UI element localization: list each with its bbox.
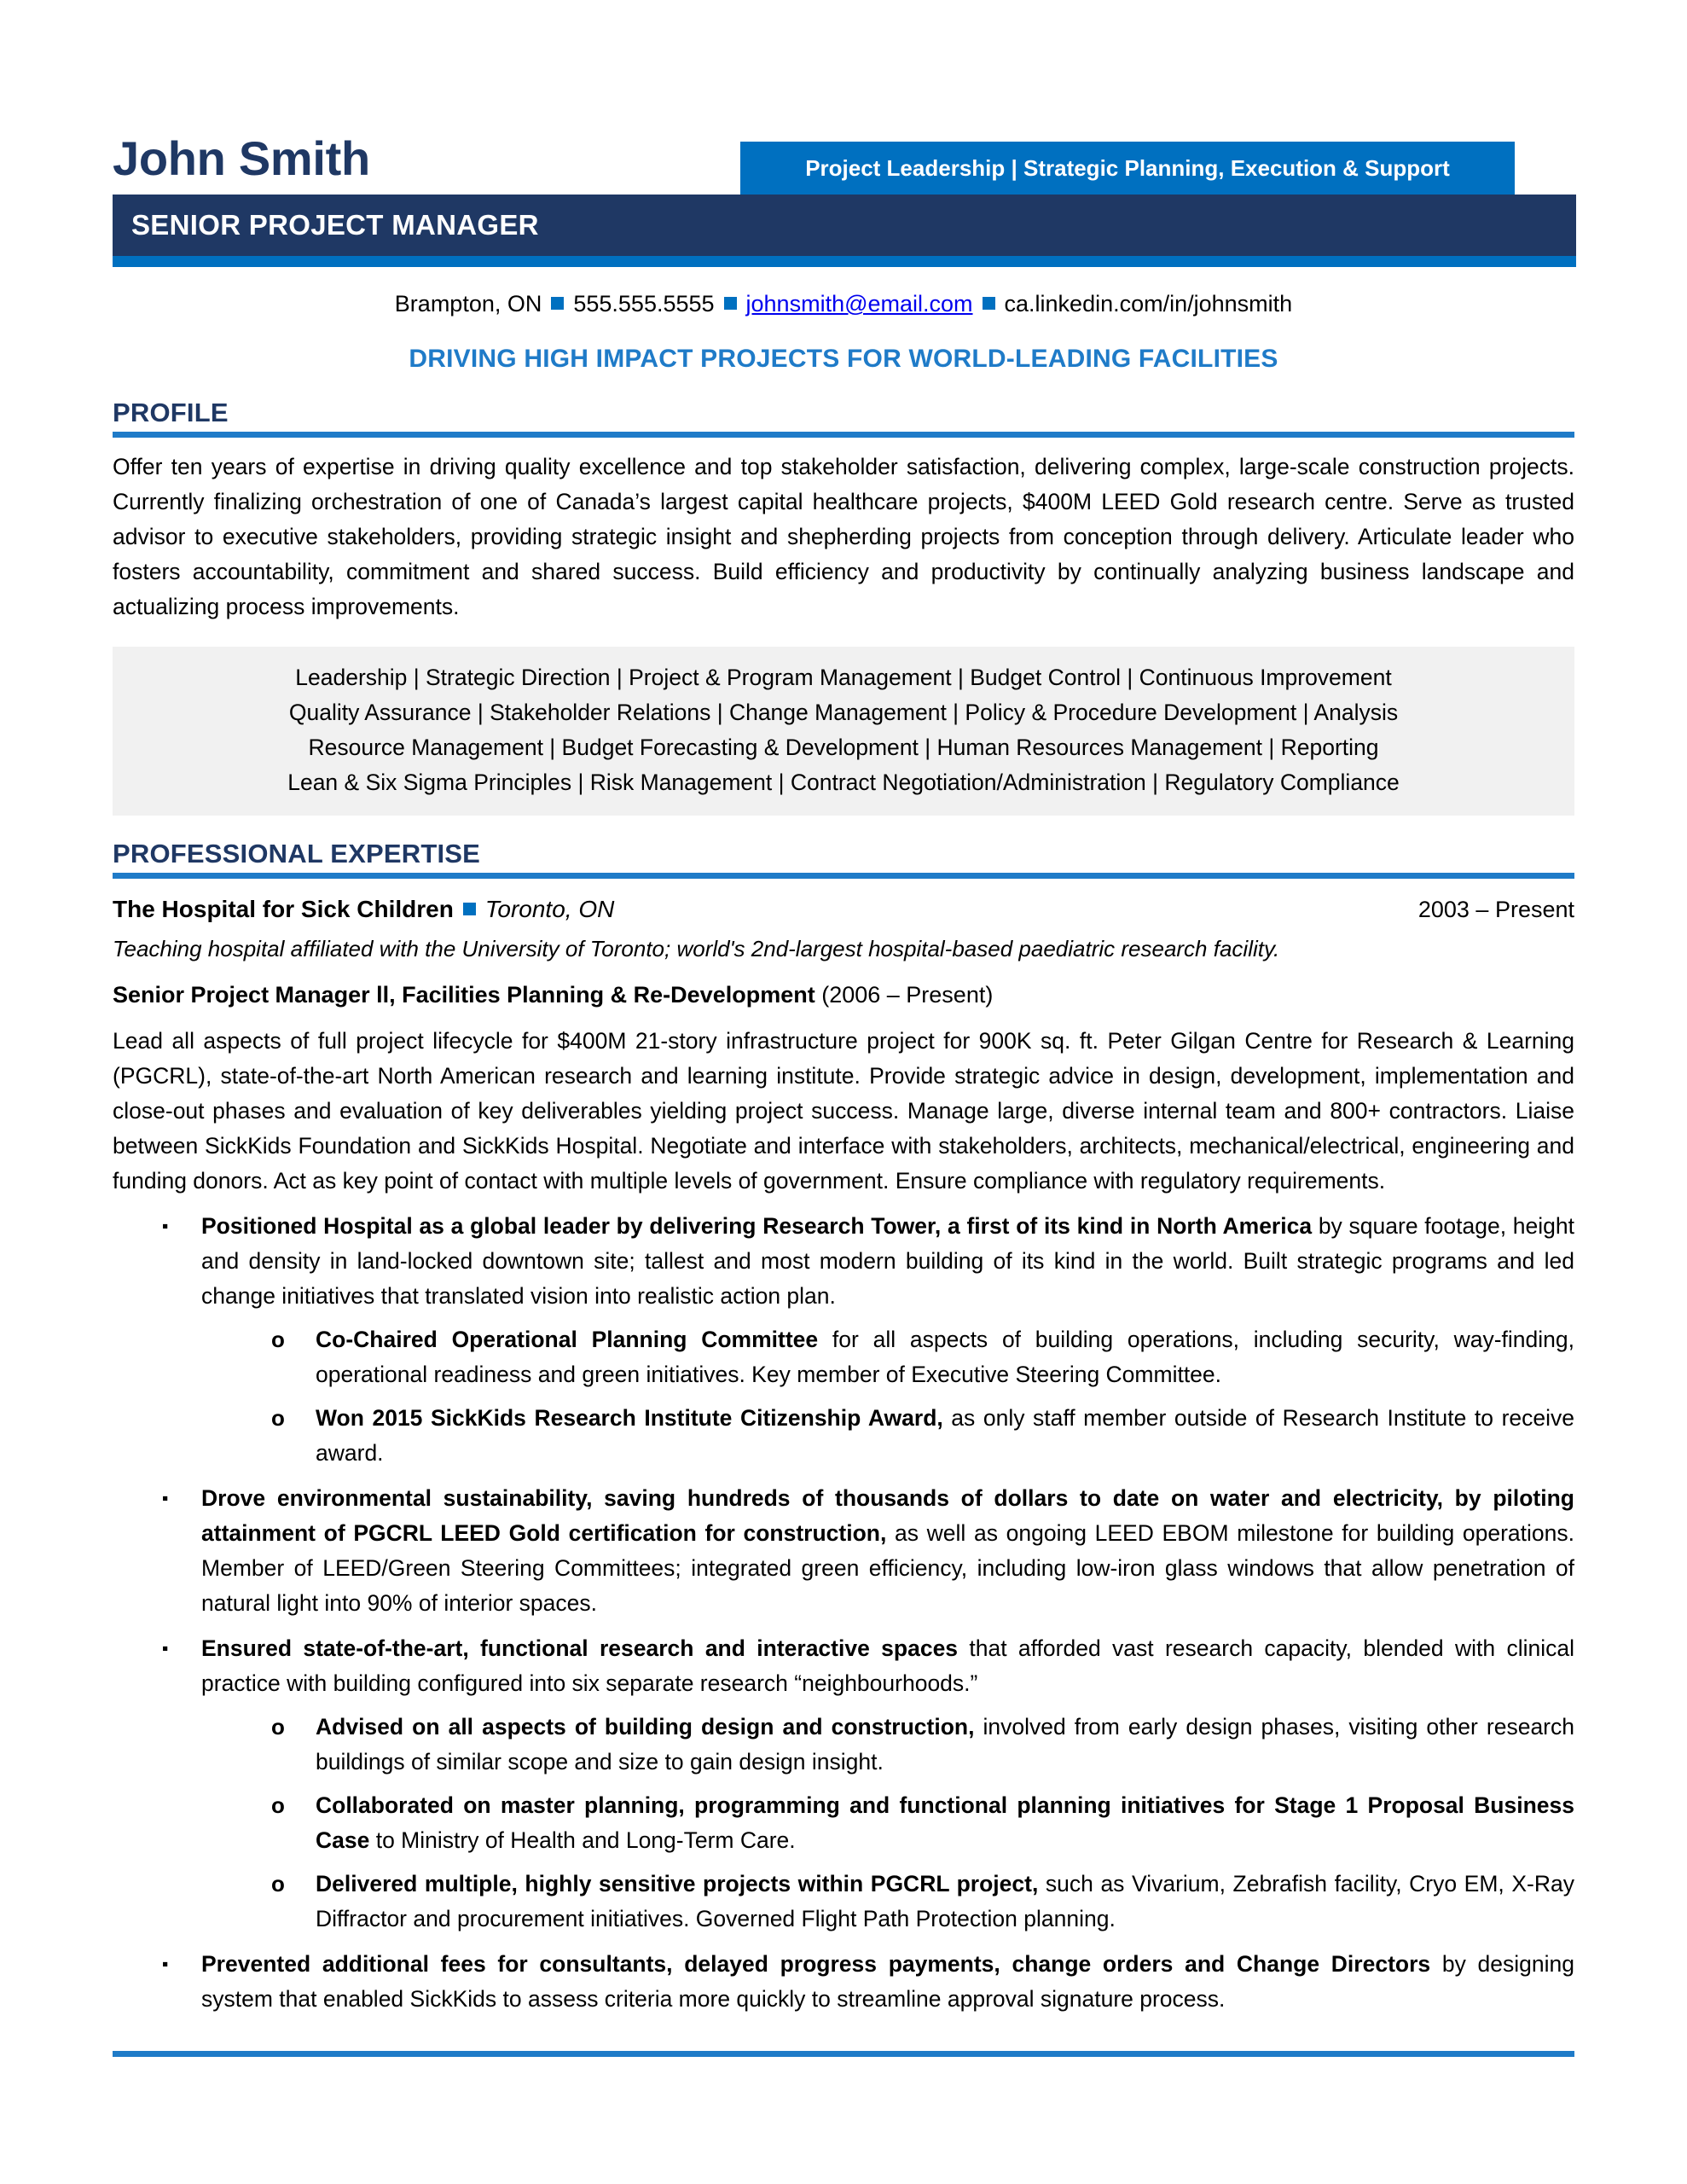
bullet-bold-lead: Positioned Hospital as a global leader by delivering Research Tower, a first of its kind in North America [201,1213,1313,1239]
bullet-bold-lead: Prevented additional fees for consultants, delayed progress payments, change orders and Change Directors [201,1951,1431,1977]
job-position-line [113,978,1574,1012]
achievement-bullet [113,1481,1574,1621]
footer-divider [113,2051,1574,2057]
job-title-banner [113,195,1576,256]
experience-heading: PROFESSIONAL EXPERTISE [113,839,481,868]
competency-line: Quality Assurance | Stakeholder Relations | Change Management | Policy & Procedure Development | Analysis [288,700,1399,725]
sub-bullet-marker-icon: o [271,1871,285,1896]
sub-bullet-bold-lead: Won 2015 SickKids Research Institute Citizenship Award, [316,1405,943,1431]
bullet-marker-icon: ▪ [162,1639,169,1658]
achievement-sub-bullet-text [316,1322,1574,1392]
achievement-sub-bullet [113,1710,1574,1780]
bullet-marker-icon: ▪ [162,1217,169,1236]
profile-body: Offer ten years of expertise in driving quality excellence and top stakeholder satisfaction, delivering complex, large-scale construction projects. Currently finalizing orchestration of one of Canada’s largest capital healthcare projects, $400M LEED Gold research centre. Serve as trusted advisor to executive stakeholders, providing strategic insight and shepherding projects from conception through delivery. Articulate leader who fosters accountability, commitment and shared success. Build efficiency and productivity by continually analyzing business landscape and actualizing process improvements. [113,454,1574,619]
achievement-bullet-text [201,1631,1574,1701]
sub-bullet-bold-lead: Co-Chaired Operational Planning Committee [316,1327,819,1352]
sub-bullet-rest-text: for all aspects of building operations, including security, way-finding, operational readiness and green initiatives. Key member of Executive Steering Committee. [316,1327,1574,1387]
job-header-row [113,894,1574,925]
contact-line [113,289,1574,318]
bullet-marker-icon: ▪ [162,1489,169,1508]
competency-line: Leadership | Strategic Direction | Project & Program Management | Budget Control | Continuous Improvement [295,665,1392,690]
core-competencies-box [113,647,1574,816]
achievement-sub-bullet [113,1788,1574,1858]
job-location: Toronto, ON [484,896,615,922]
sub-bullet-marker-icon: o [271,1327,285,1352]
achievement-sub-bullet-text [316,1867,1574,1937]
section-divider [113,432,1574,438]
achievement-sub-bullet [113,1401,1574,1471]
blue-square-separator-icon [983,297,995,310]
contact-linkedin: ca.linkedin.com/in/johnsmith [1004,291,1293,317]
achievement-sub-bullet-text [316,1710,1574,1780]
sub-bullet-rest-text: as only staff member outside of Research Institute to receive award. [316,1405,1575,1466]
sub-bullet-rest-text: involved from early design phases, visiting other research buildings of similar scope and size to gain design insight. [316,1714,1574,1774]
job-employer-group [113,894,614,925]
professional-headline: DRIVING HIGH IMPACT PROJECTS FOR WORLD-LEADING FACILITIES [409,345,1278,373]
sub-bullet-marker-icon: o [271,1714,285,1740]
sub-bullet-marker-icon: o [271,1405,285,1431]
bullet-bold-lead: Ensured state-of-the-art, functional research and interactive spaces [201,1635,959,1661]
job-dates: 2003 – Present [1417,897,1574,922]
blue-square-separator-icon [463,903,476,915]
candidate-name: John Smith [113,131,370,185]
achievement-bullets [113,1209,1574,2017]
job-description: Lead all aspects of full project lifecycle for $400M 21-story infrastructure project for 900K sq. ft. Peter Gilgan Centre for Research & Learning (PGCRL), state-of-the-art North American research and learning institute. Provide strategic advice in design, development, implementation and close-out phases and evaluation of key deliverables yielding project success. Manage large, diverse internal team and 800+ contractors. Liaise between SickKids Foundation and SickKids Hospital. Negotiate and interface with stakeholders, architects, mechanical/electrical, engineering and funding donors. Act as key point of contact with multiple levels of government. Ensure compliance with regulatory requirements. [113,1028,1574,1194]
blue-square-separator-icon [724,297,737,310]
achievement-bullet-text [201,1947,1574,2017]
bullet-rest-text: that afforded vast research capacity, blended with clinical practice with building configured into six separate research “neighbourhoods.” [201,1635,1574,1696]
experience-section [113,838,1574,2017]
sub-bullet-bold-lead: Collaborated on master planning, programming and functional planning initiatives for Stage 1 Proposal Business Case [316,1792,1574,1853]
achievement-sub-bullet [113,1867,1574,1937]
blue-square-separator-icon [551,297,564,310]
resume-header [113,0,1574,267]
achievement-bullet [113,1209,1574,1314]
achievement-sub-bullet [113,1322,1574,1392]
achievement-bullet-text [201,1481,1574,1621]
profile-heading: PROFILE [113,398,229,427]
bullet-rest-text: by square footage, height and density in land-locked downtown site; tallest and most modern building of its kind in the world. Built strategic programs and led change initiatives that translated vision into realistic action plan. [201,1213,1574,1309]
employer-blurb: Teaching hospital affiliated with the University of Toronto; world's 2nd-largest hospital-based paediatric research facility. [113,936,1280,961]
contact-phone: 555.555.5555 [573,291,715,317]
bullet-rest-text: as well as ongoing LEED EBOM milestone for building operations. Member of LEED/Green Steering Committees; integrated green efficiency, including low-iron glass windows that allow penetration of natural light into 90% of interior spaces. [201,1520,1575,1616]
contact-location: Brampton, ON [394,291,542,317]
achievement-bullet-text [201,1209,1574,1314]
job-position-dates: (2006 – Present) [821,982,994,1008]
achievement-sub-bullet-text [316,1401,1574,1471]
sub-bullet-bold-lead: Delivered multiple, highly sensitive projects within PGCRL project, [316,1871,1039,1896]
bullet-bold-lead: Drove environmental sustainability, saving hundreds of thousands of dollars to date on water and electricity, by piloting attainment of PGCRL LEED Gold certification for construction, [201,1485,1574,1546]
section-divider [113,873,1574,879]
sub-bullet-bold-lead: Advised on all aspects of building design and construction, [316,1714,975,1740]
bullet-rest-text: by designing system that enabled SickKids to assess criteria more quickly to streamline approval signature process. [201,1951,1574,2012]
title-accent-bar [113,256,1576,267]
job-employer: The Hospital for Sick Children [113,896,454,922]
competency-line: Resource Management | Budget Forecasting & Development | Human Resources Management | Reporting [308,735,1379,760]
profile-section [113,397,1574,624]
sub-bullet-rest-text: to Ministry of Health and Long-Term Care. [369,1827,796,1853]
tagline-text: Project Leadership | Strategic Planning, Execution & Support [805,155,1450,181]
name-row [113,128,1574,195]
sub-bullet-marker-icon: o [271,1792,285,1818]
job-position-title: Senior Project Manager ll, Facilities Planning & Re-Development [113,982,815,1008]
sub-bullet-rest-text: such as Vivarium, Zebrafish facility, Cryo EM, X-Ray Diffractor and procurement initiatives. Governed Flight Path Protection planning. [316,1871,1574,1931]
competency-line: Lean & Six Sigma Principles | Risk Management | Contract Negotiation/Administration | Regulatory Compliance [287,770,1400,795]
achievement-bullet [113,1631,1574,1701]
achievement-bullet [113,1947,1574,2017]
achievement-sub-bullet-text [316,1788,1574,1858]
contact-email-link[interactable]: johnsmith@email.com [745,291,973,317]
tagline-banner [740,142,1515,195]
job-title-text: SENIOR PROJECT MANAGER [131,209,539,241]
bullet-marker-icon: ▪ [162,1955,169,1974]
